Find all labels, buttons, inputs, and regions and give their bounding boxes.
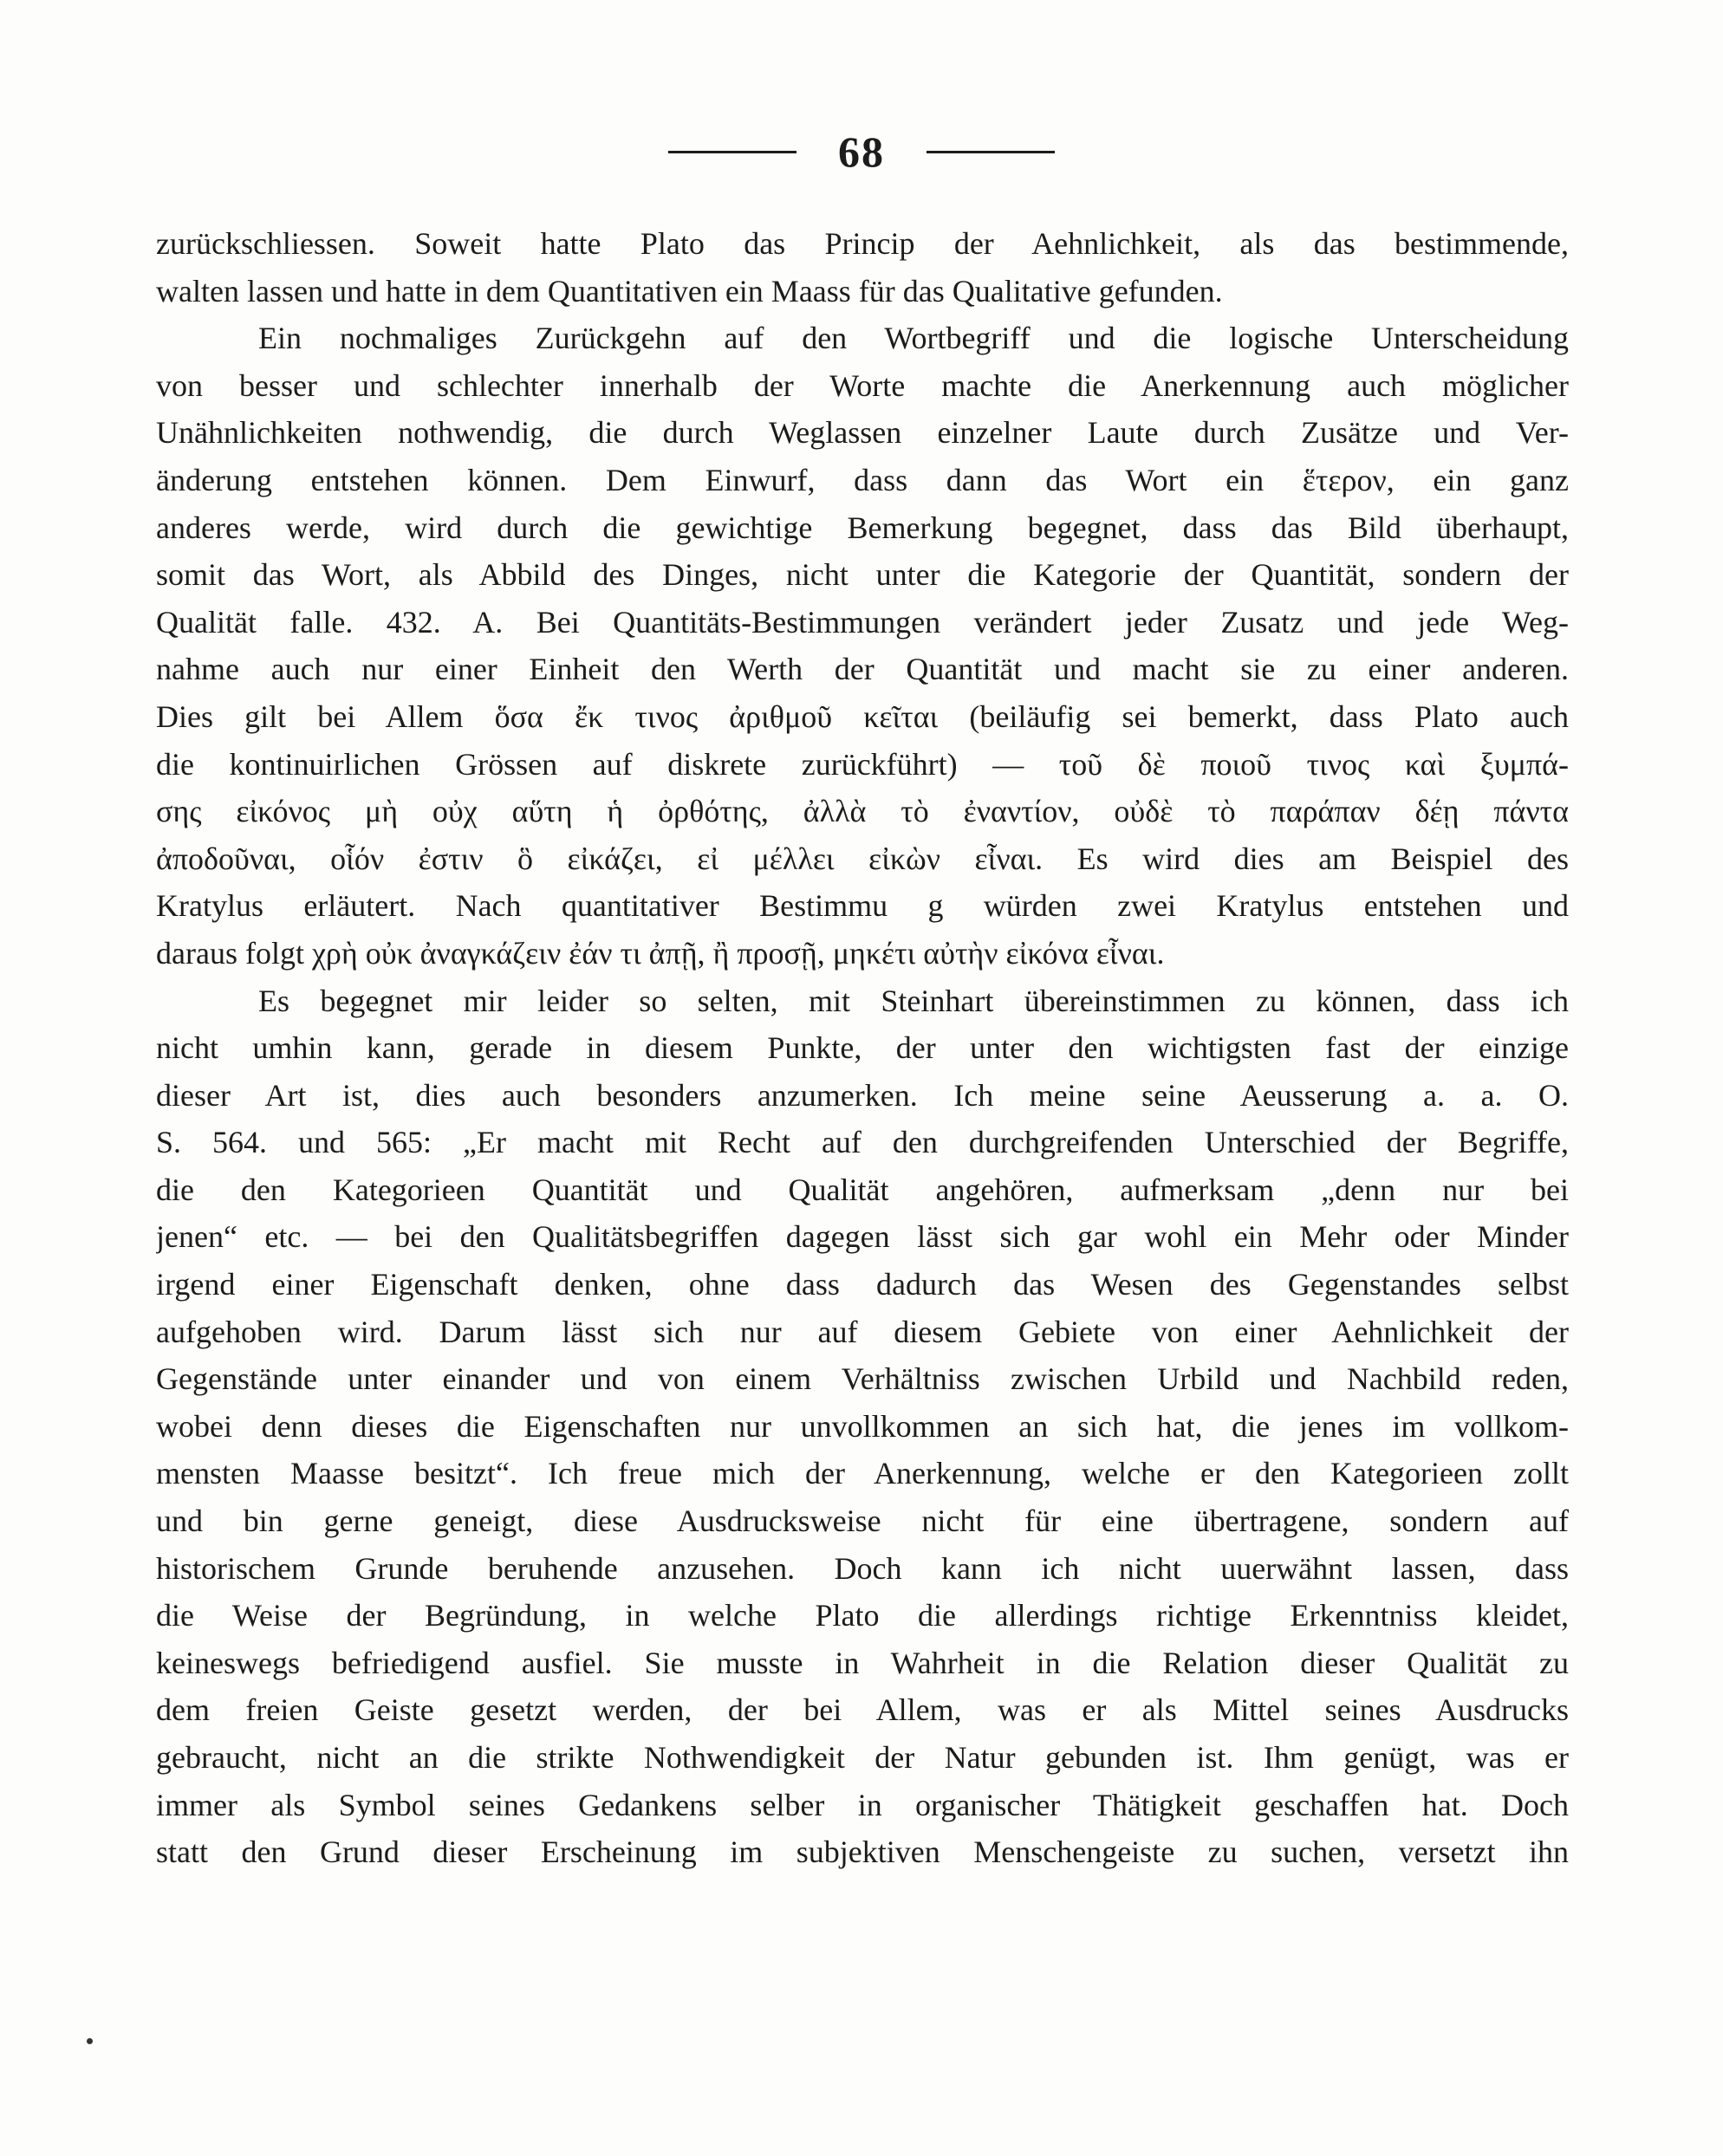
text-line: Unähnlichkeiten nothwendig, die durch Weglassen einzelner Laute durch Zusätze und Ver- <box>156 415 1569 451</box>
page-number: 68 <box>838 127 885 176</box>
text-line: die den Kategorieen Quantität und Qualität angehören, aufmerksam „denn nur bei <box>156 1172 1569 1207</box>
text-line: walten lassen und hatte in dem Quantitativen ein Maass für das Qualitative gefunden. <box>156 273 1223 308</box>
page-header <box>0 121 1723 182</box>
text-line: Gegenstände unter einander und von einem Verhältniss zwischen Urbild und Nachbild reden, <box>156 1361 1569 1397</box>
text-line: Kratylus erläutert. Nach quantitativer Bestimmu g würden zwei Kratylus entstehen und <box>156 888 1569 924</box>
text-line: nicht umhin kann, gerade in diesem Punkte, der unter den wichtigsten fast der einzige <box>156 1030 1569 1066</box>
text-line: die kontinuirlichen Grössen auf diskrete zurückführt) — τοῦ δὲ ποιοῦ τινος καὶ ξυμπά- <box>156 746 1569 782</box>
text-line: daraus folgt χρὴ οὐκ ἀναγκάζειν ἐάν τι ἀπῇ, ἢ προσῇ, μηκέτι αὐτὴν εἰκόνα εἶναι. <box>156 935 1165 971</box>
text-line: Qualität falle. 432. A. Bei Quantitäts-Bestimmungen verändert jeder Zusatz und jede Weg- <box>156 604 1569 640</box>
text-line: somit das Wort, als Abbild des Dinges, nicht unter die Kategorie der Quantität, sondern der <box>156 557 1569 593</box>
text-line: statt den Grund dieser Erscheinung im subjektiven Menschengeiste zu suchen, versetzt ihn <box>156 1835 1569 1870</box>
header-rule-right <box>927 151 1055 153</box>
text-line: die Weise der Begründung, in welche Plato die allerdings richtige Erkenntniss kleidet, <box>156 1598 1569 1633</box>
text-line: keineswegs befriedigend ausfiel. Sie musste in Wahrheit in die Relation dieser Qualität zu <box>156 1645 1569 1680</box>
text-line: nahme auch nur einer Einheit den Werth der Quantität und macht sie zu einer anderen. <box>156 652 1569 687</box>
text-line: gebraucht, nicht an die strikte Nothwendigkeit der Natur gebunden ist. Ihm genügt, was er <box>156 1740 1569 1775</box>
text-line: immer als Symbol seines Gedankens selber in organischer Thätigkeit geschaffen hat. Doch <box>156 1787 1569 1822</box>
text-line: anderes werde, wird durch die gewichtige Bemerkung begegnet, dass das Bild überhaupt, <box>156 510 1569 545</box>
ink-speck <box>87 2038 93 2044</box>
text-line: von besser und schlechter innerhalb der Worte machte die Anerkennung auch möglicher <box>156 367 1569 403</box>
body-text <box>156 220 1569 1876</box>
text-line: dem freien Geiste gesetzt werden, der bei Allem, was er als Mittel seines Ausdrucks <box>156 1692 1569 1728</box>
text-line: historischem Grunde beruhende anzusehen. Doch kann ich nicht uuerwähnt lassen, dass <box>156 1550 1569 1586</box>
text-line: wobei denn dieses die Eigenschaften nur unvollkommen an sich hat, die jenes im vollkom- <box>156 1408 1569 1444</box>
text-line: Dies gilt bei Allem ὅσα ἔκ τινος ἀριθμοῦ κεῖται (beiläufig sei bemerkt, dass Plato auch <box>156 698 1569 734</box>
paragraph-first-line: Es begegnet mir leider so selten, mit Steinhart übereinstimmen zu können, dass ich <box>258 983 1569 1018</box>
greek-quote-line: σης εἰκόνος μὴ οὐχ αὕτη ἡ ὀρθότης, ἀλλὰ τὸ ἐναντίον, οὐδὲ τὸ παράπαν δέῃ πάντα <box>156 794 1569 829</box>
paragraph-first-line: Ein nochmaliges Zurückgehn auf den Wortbegriff und die logische Unterscheidung <box>258 321 1569 356</box>
text-line: mensten Maasse besitzt“. Ich freue mich der Anerkennung, welche er den Kategorieen zollt <box>156 1456 1569 1491</box>
header-rule-left <box>668 151 796 153</box>
text-line: ἀποδοῦναι, οἷόν ἐστιν ὃ εἰκάζει, εἰ μέλλει εἰκὼν εἶναι. Es wird dies am Beispiel des <box>156 841 1569 876</box>
text-line: änderung entstehen können. Dem Einwurf, dass dann das Wort ein ἕτερον, ein ganz <box>156 462 1569 497</box>
text-line: dieser Art ist, dies auch besonders anzumerken. Ich meine seine Aeusserung a. a. O. <box>156 1077 1569 1113</box>
text-line: und bin gerne geneigt, diese Ausdrucksweise nicht für eine übertragene, sondern auf <box>156 1503 1569 1539</box>
text-line: irgend einer Eigenschaft denken, ohne dass dadurch das Wesen des Gegenstandes selbst <box>156 1267 1569 1302</box>
text-line: jenen“ etc. — bei den Qualitätsbegriffen dagegen lässt sich gar wohl ein Mehr oder Minder <box>156 1219 1569 1255</box>
text-line: aufgehoben wird. Darum lässt sich nur auf diesem Gebiete von einer Aehnlichkeit der <box>156 1314 1569 1349</box>
text-line: S. 564. und 565: „Er macht mit Recht auf den durchgreifenden Unterschied der Begriffe, <box>156 1125 1569 1160</box>
text-line: zurückschliessen. Soweit hatte Plato das Princip der Aehnlichkeit, als das bestimmende, <box>156 226 1569 261</box>
